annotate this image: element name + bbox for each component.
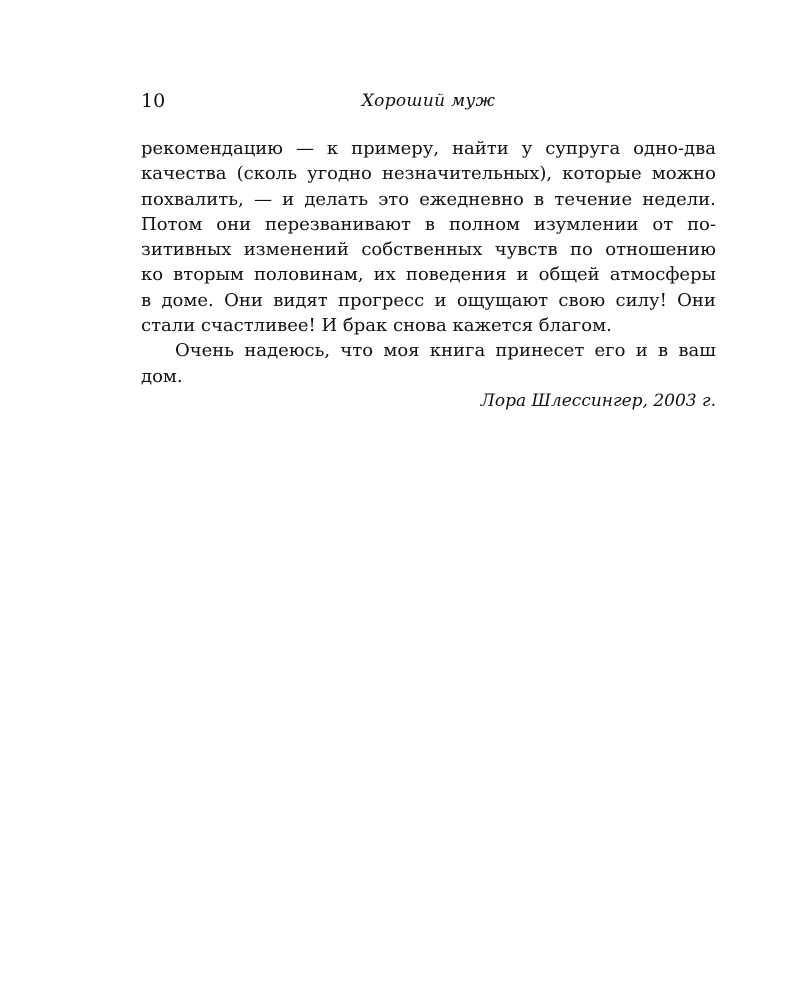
word: принесет [495, 340, 585, 362]
word: супруга [545, 138, 621, 159]
word: надеюсь, [244, 340, 331, 362]
author-signature: Лора Шлессингер, 2003 г. [480, 390, 716, 411]
word: что [340, 340, 374, 362]
word: доме. [161, 289, 214, 311]
word: общей [538, 264, 600, 286]
word: к [326, 138, 339, 159]
word: угодно [307, 163, 372, 185]
word: найти [452, 138, 509, 159]
body-text [141, 136, 716, 414]
text-line: дом. [141, 365, 183, 387]
word: и [282, 188, 295, 210]
text-line [141, 262, 716, 287]
word: это [378, 188, 410, 210]
word: половинам, [253, 264, 364, 286]
word: в [424, 213, 436, 235]
word: ко [141, 264, 164, 286]
word: вторым [173, 264, 244, 286]
word: перезванивают [265, 213, 411, 235]
running-title: Хороший муж [361, 91, 496, 111]
word: по [570, 239, 593, 261]
word: можно [651, 163, 716, 185]
word: отношению [605, 239, 716, 261]
word: от [652, 213, 674, 235]
paragraph-first-line [141, 338, 716, 363]
word: и [516, 264, 529, 286]
word: ваш [678, 340, 716, 362]
word: свою [558, 289, 606, 311]
text-line [141, 187, 716, 212]
word: недели. [642, 188, 716, 210]
word: Потом [141, 213, 203, 235]
text-line [141, 288, 716, 313]
word: изумлении [533, 213, 639, 235]
text-line [141, 161, 716, 186]
word: (сколь [236, 163, 297, 185]
word: похвалить, [141, 188, 244, 210]
word: книга [429, 340, 486, 362]
word: рекомендацию [141, 138, 283, 159]
word: атмосферы [609, 264, 716, 286]
word: у [521, 138, 533, 159]
text-line [141, 237, 716, 262]
page-number: 10 [141, 90, 166, 112]
word: их [373, 264, 396, 286]
word: моя [383, 340, 420, 362]
word: чувств [494, 239, 558, 261]
word: одно-два [633, 138, 716, 159]
word: и [635, 340, 648, 362]
word: Они [677, 289, 716, 311]
word: Очень [175, 340, 235, 362]
word: в [657, 340, 669, 362]
word: Они [224, 289, 263, 311]
word: — [295, 138, 314, 159]
word: и [434, 289, 447, 311]
word: незначительных), [382, 163, 553, 185]
page-header [141, 88, 716, 114]
word: качества [141, 163, 227, 185]
word: зитивных [141, 239, 232, 261]
word: полном [448, 213, 521, 235]
word: поведения [405, 264, 507, 286]
word: собственных [361, 239, 483, 261]
word: они [216, 213, 252, 235]
word: его [594, 340, 626, 362]
word: — [253, 188, 272, 210]
word: в [141, 289, 152, 311]
word: которые [562, 163, 642, 185]
word: в [534, 188, 545, 210]
text-line [141, 212, 716, 237]
word: делать [304, 188, 368, 210]
word: ощущают [456, 289, 549, 311]
word: ежедневно [419, 188, 524, 210]
word: по- [687, 213, 716, 235]
word: изменений [243, 239, 349, 261]
word: силу! [615, 289, 667, 311]
word: примеру, [351, 138, 440, 159]
text-line: стали счастливее! И брак снова кажется благом. [141, 315, 612, 337]
word: видят [273, 289, 328, 311]
text-line [141, 136, 716, 161]
word: течение [554, 188, 633, 210]
word: прогресс [338, 289, 425, 311]
